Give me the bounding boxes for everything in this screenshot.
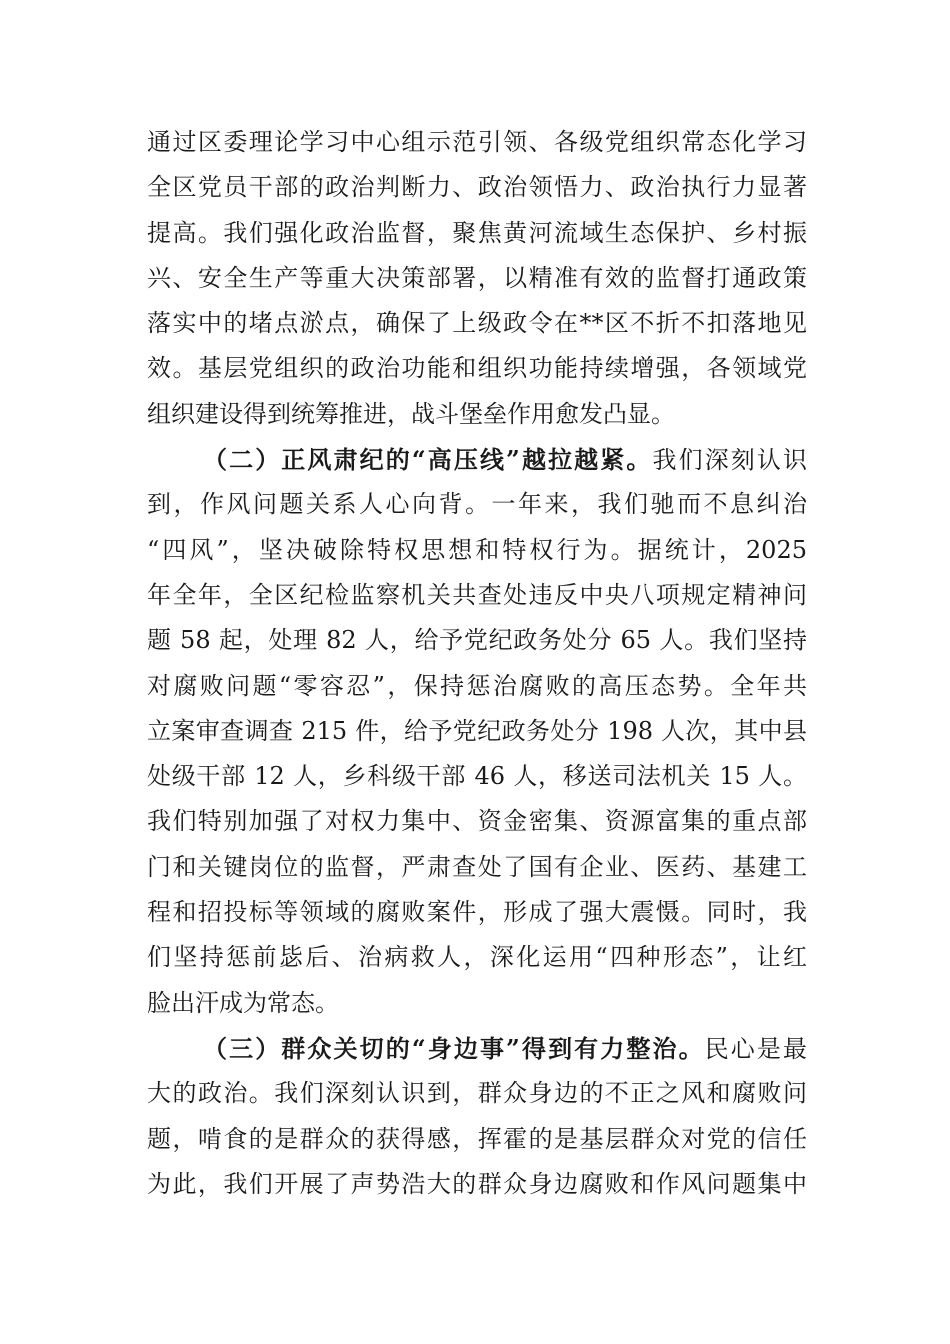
section-heading-line (147, 1026, 807, 1071)
text-line: 效。基层党组织的政治功能和组织功能持续增强，各领域党 (147, 354, 807, 383)
text-line: 为此，我们开展了声势浩大的群众身边腐败和作风问题集中 (147, 1169, 807, 1198)
text-line: 题，啃食的是群众的获得感，挥霍的是基层群众对党的信任 (147, 1124, 807, 1153)
text-line: 组织建设得到统筹推进，战斗堡垒作用愈发凸显。 (147, 399, 675, 428)
text-line: 脸出汗成为常态。 (147, 988, 339, 1017)
text-line: “四风”，坚决破除特权思想和特权行为。据统计，2025 (147, 535, 807, 564)
text-line: 大的政治。我们深刻认识到，群众身边的不正之风和腐败问 (147, 1079, 807, 1108)
text-line: 门和关键岗位的监督，严肃查处了国有企业、医药、基建工 (147, 852, 807, 881)
text-line: 年全年，全区纪检监察机关共查处违反中央八项规定精神问 (147, 580, 807, 609)
text-line: 处级干部 12 人，乡科级干部 46 人，移送司法机关 15 人。 (147, 762, 807, 791)
text-line: 兴、安全生产等重大决策部署，以精准有效的监督打通政策 (147, 263, 807, 292)
text-line: 提高。我们强化政治监督，聚焦黄河流域生态保护、乡村振 (147, 218, 807, 247)
section-heading: （二）正风肃纪的“高压线”越拉越紧。 (203, 445, 653, 475)
text-line: 到，作风问题关系人心向背。一年来，我们驰而不息纠治 (147, 490, 807, 519)
document-body (147, 120, 807, 1207)
heading-line-rest: 我们深刻认识 (652, 446, 807, 475)
paragraph-political-supervision (147, 120, 807, 437)
text-line: 对腐败问题“零容忍”，保持惩治腐败的高压态势。全年共 (147, 671, 807, 700)
text-line: 落实中的堵点淤点，确保了上级政令在**区不折不扣落地见 (147, 309, 807, 338)
text-line: 程和招投标等领域的腐败案件，形成了强大震慑。同时，我 (147, 898, 807, 927)
paragraph-discipline (147, 437, 807, 1026)
text-line: 题 58 起，处理 82 人，给予党纪政务处分 65 人。我们坚持 (147, 626, 807, 655)
text-line: 通过区委理论学习中心组示范引领、各级党组织常态化学习 (147, 128, 807, 156)
heading-line-rest: 民心是最 (704, 1034, 807, 1063)
paragraph-grassroots (147, 1026, 807, 1207)
section-heading: （三）群众关切的“身边事”得到有力整治。 (203, 1033, 705, 1063)
text-line: 我们特别加强了对权力集中、资金密集、资源富集的重点部 (147, 807, 807, 836)
text-line: 们坚持惩前毖后、治病救人，深化运用“四种形态”，让红 (147, 943, 807, 972)
text-line: 立案审查调查 215 件，给予党纪政务处分 198 人次，其中县 (147, 716, 807, 745)
text-line: 全区党员干部的政治判断力、政治领悟力、政治执行力显著 (147, 173, 807, 202)
section-heading-line (147, 437, 807, 482)
